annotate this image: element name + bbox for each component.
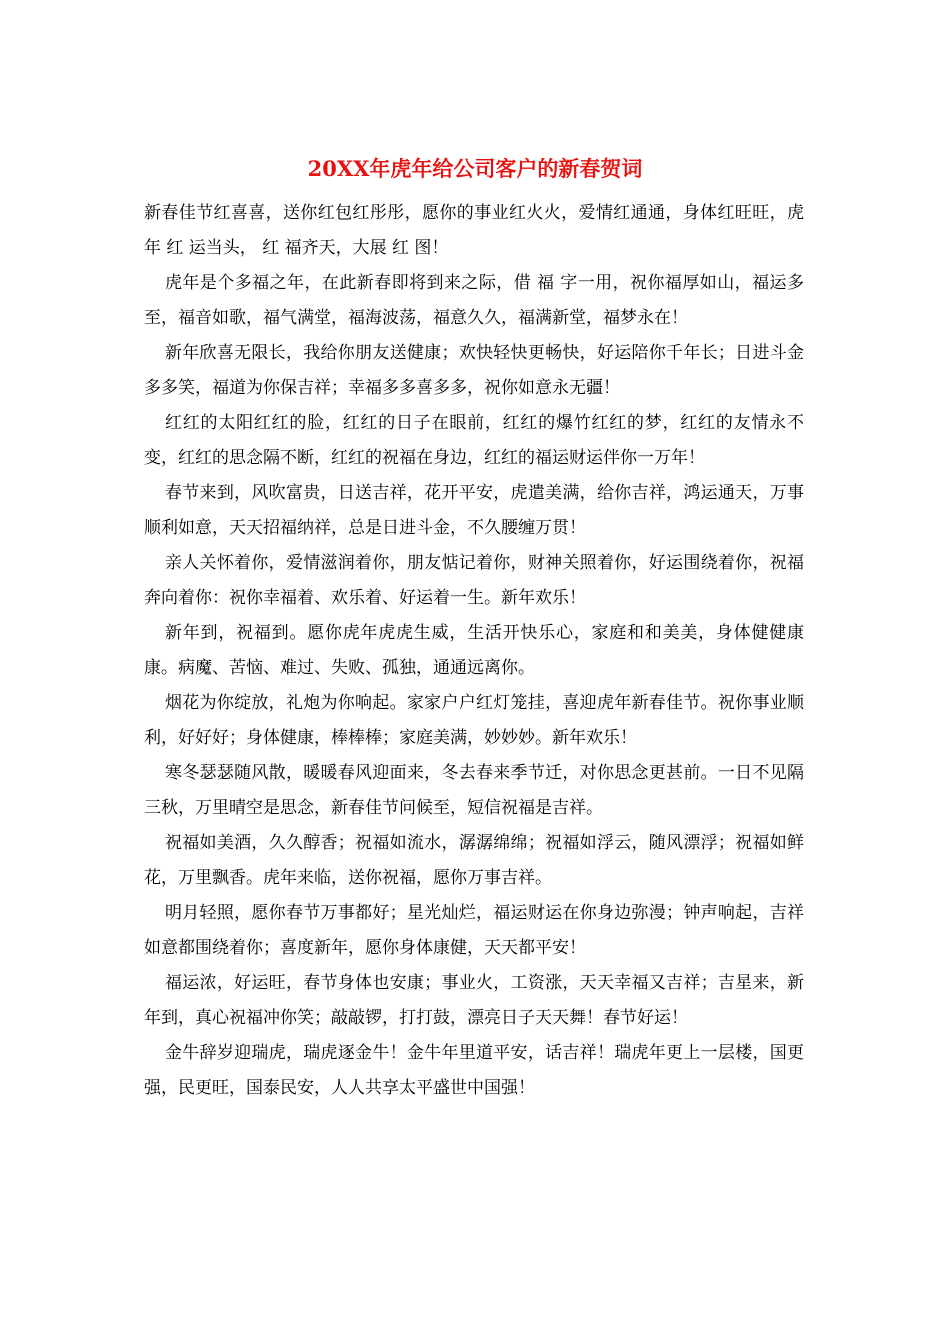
paragraph: 新年欣喜无限长，我给你朋友送健康；欢快轻快更畅快，好运陪你千年长；日进斗金多多笑，福道为你保吉祥；幸福多多喜多多，祝你如意永无疆！	[144, 343, 804, 398]
paragraph: 新春佳节红喜喜，送你红包红彤彤，愿你的事业红火火，爱情红通通，身体红旺旺，虎年 红 运当头， 红 福齐天，大展 红 图！	[144, 203, 804, 258]
paragraph: 虎年是个多福之年，在此新春即将到来之际，借 福 字一用，祝你福厚如山，福运多至，福音如歌，福气满堂，福海波荡，福意久久，福满新堂，福梦永在！	[144, 273, 804, 328]
paragraph: 明月轻照，愿你春节万事都好；星光灿烂，福运财运在你身边弥漫；钟声响起，吉祥如意都围绕着你；喜度新年，愿你身体康健，天天都平安！	[144, 903, 804, 958]
paragraph: 寒冬瑟瑟随风散，暖暖春风迎面来，冬去春来季节迁，对你思念更甚前。一日不见隔三秋，万里晴空是思念，新春佳节问候至，短信祝福是吉祥。	[144, 763, 804, 818]
paragraph: 红红的太阳红红的脸，红红的日子在眼前，红红的爆竹红红的梦，红红的友情永不变，红红的思念隔不断，红红的祝福在身边，红红的福运财运伴你一万年！	[144, 413, 804, 468]
paragraph: 金牛辞岁迎瑞虎，瑞虎逐金牛！金牛年里道平安，话吉祥！瑞虎年更上一层楼，国更强，民更旺，国泰民安，人人共享太平盛世中国强！	[144, 1043, 804, 1098]
paragraph: 福运浓，好运旺，春节身体也安康；事业火，工资涨，天天幸福又吉祥；吉星来，新年到，真心祝福冲你笑；敲敲锣，打打鼓，漂亮日子天天舞！春节好运！	[144, 973, 804, 1028]
paragraph: 新年到，祝福到。愿你虎年虎虎生威，生活开快乐心，家庭和和美美，身体健健康康。病魔、苦恼、难过、失败、孤独，通通远离你。	[144, 623, 804, 678]
paragraph: 春节来到，风吹富贵，日送吉祥，花开平安，虎遣美满，给你吉祥，鸿运通天，万事顺利如意，天天招福纳祥，总是日进斗金，不久腰缠万贯！	[144, 483, 804, 538]
paragraph: 烟花为你绽放，礼炮为你响起。家家户户红灯笼挂，喜迎虎年新春佳节。祝你事业顺利，好好好；身体健康，棒棒棒；家庭美满，妙妙妙。新年欢乐！	[144, 693, 804, 748]
document-title: 20XX年虎年给公司客户的新春贺词	[307, 156, 643, 181]
paragraph: 亲人关怀着你，爱情滋润着你，朋友惦记着你，财神关照着你，好运围绕着你，祝福奔向着你：祝你幸福着、欢乐着、好运着一生。新年欢乐！	[144, 553, 804, 608]
document-body	[144, 196, 804, 1106]
paragraph: 祝福如美酒，久久醇香；祝福如流水，潺潺绵绵；祝福如浮云，随风漂浮；祝福如鲜花，万里飘香。虎年来临，送你祝福，愿你万事吉祥。	[144, 833, 804, 888]
